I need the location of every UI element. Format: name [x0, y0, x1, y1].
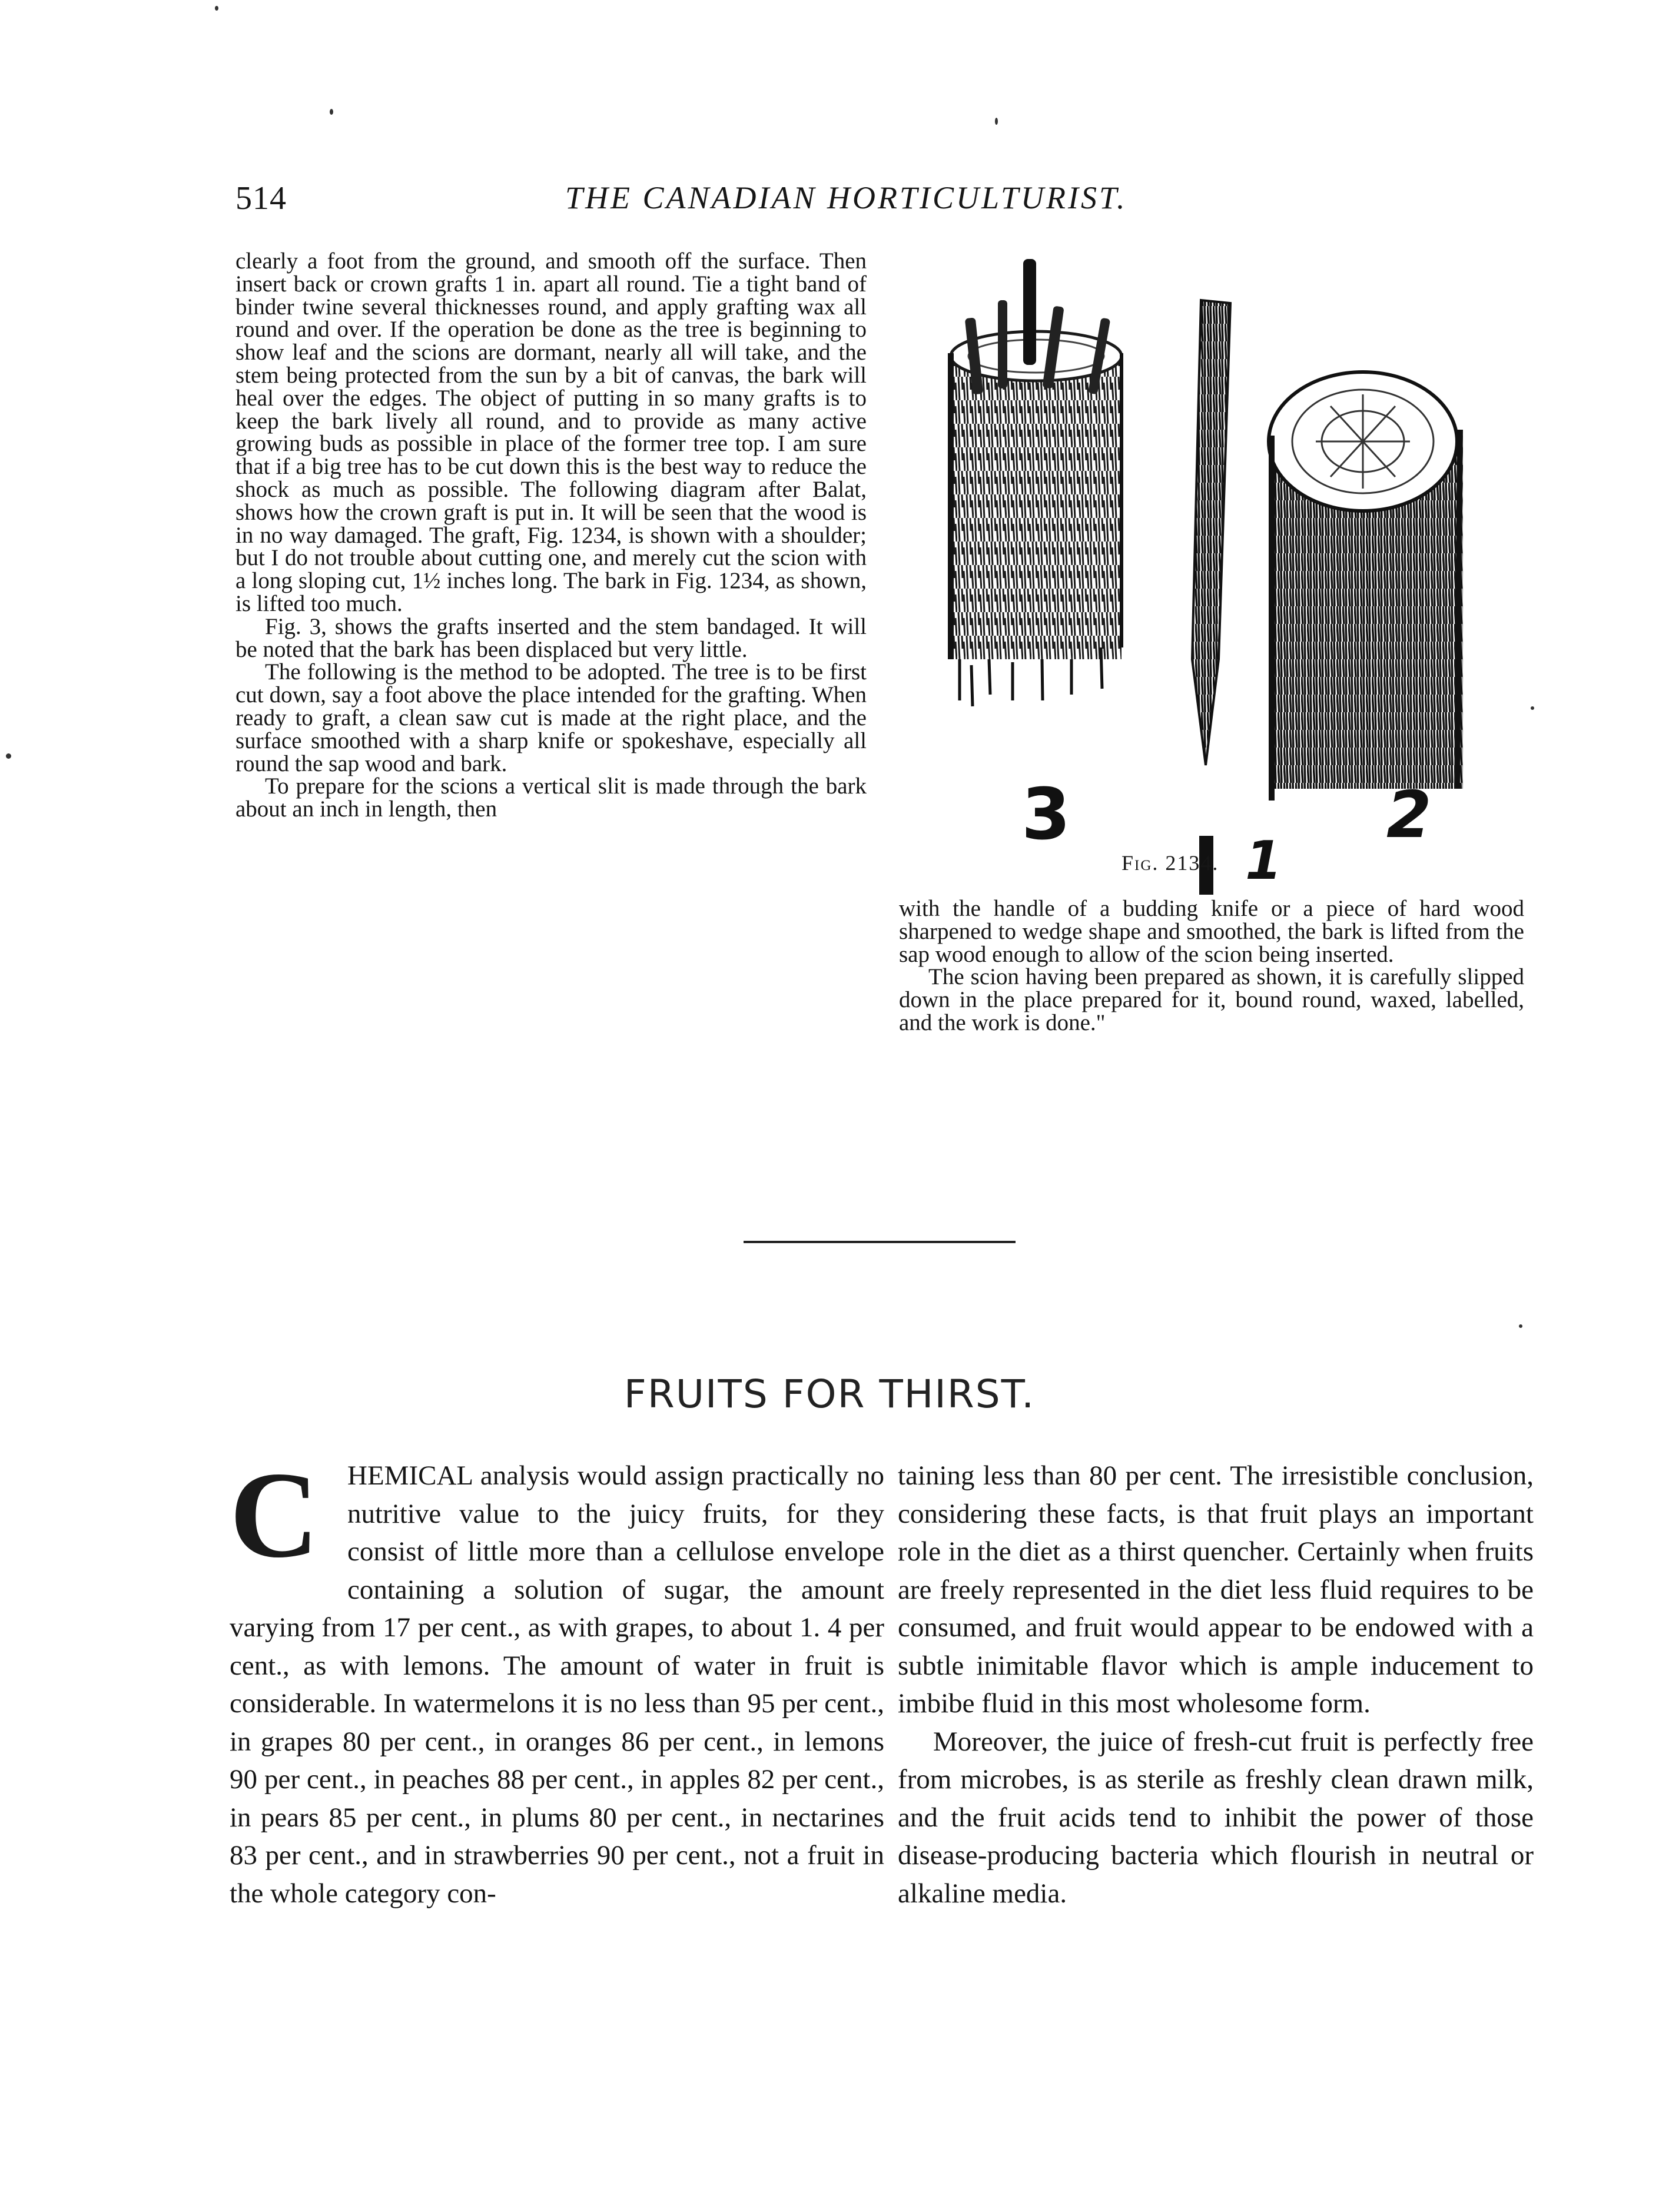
scan-speck	[1531, 706, 1534, 710]
article-right-column	[898, 1457, 1534, 1912]
paragraph: The following is the method to be adopted. The tree is to be first cut down, say a foot above the place intended for the grafting. When ready to graft, a clean saw cut is made at the right place, and the surface smoothed with a sharp knife or spokeshave, especially all round the sap wood and bark.	[235, 659, 867, 776]
figure-label-1: 1	[1245, 830, 1282, 892]
article-left-column	[230, 1447, 884, 1912]
paragraph: with the handle of a budding knife or a piece of hard wood sharpened to wedge shape and smoothed, the bark is lifted from the sap wood enough to allow of the scion being inserted.	[899, 896, 1524, 967]
scan-speck	[215, 6, 218, 11]
stump-cut-surface	[1269, 372, 1463, 801]
scan-speck	[995, 118, 998, 125]
scan-speck	[6, 753, 11, 759]
paragraph: clearly a foot from the ground, and smooth off the surface. Then insert back or crown grafts 1 in. apart all round. Tie a tight band of binder twine several thicknesses round, and apply grafting wax all round and over. If the operation be done as the tree is beginning to show leaf and the scions are dormant, nearly all will take, and the stem being protected from the sun by a bit of canvas, the bark will heal over the edges. The object of putting in so many grafts is to keep the bark lively all round, and to provide as many active growing buds as possible in place of the former tree top. I am sure that if a big tree has to be cut down this is the best way to reduce the shock as much as possible. The following diagram after Balat, shows how the crown graft is put in. It will be seen that the wood is in no way damaged. The graft, Fig. 1234, is shown with a shoulder; but I do not trouble about cutting one, and merely cut the scion with a long sloping cut, 1½ inches long. The bark in Fig. 1234, as shown, is lifted too much.	[235, 248, 867, 616]
scan-speck	[330, 109, 333, 115]
article-title: FRUITS FOR THIRST.	[623, 1371, 1036, 1417]
top-left-column	[235, 250, 867, 821]
paragraph: To prepare for the scions a vertical slit is made through the bark about an inch in length, then	[235, 773, 867, 822]
scan-speck	[1519, 1324, 1522, 1328]
grafting-figure	[924, 235, 1513, 895]
running-title: THE CANADIAN HORTICULTURIST.	[565, 180, 1127, 215]
drop-cap	[230, 1447, 341, 1583]
paragraph: The scion having been prepared as shown, it is carefully slipped down in the place prepared for it, bound round, waxed, labelled, and the work is done."	[899, 964, 1524, 1035]
scion	[1192, 300, 1230, 895]
page-number: 514	[235, 180, 287, 217]
page-header	[235, 180, 1230, 227]
figure-label-3: 3	[1021, 774, 1071, 856]
paragraph: Fig. 3, shows the grafts inserted and the stem bandaged. It will be noted that the bark has been displaced but very little.	[235, 613, 867, 662]
drop-cap-letter: C	[230, 1447, 319, 1583]
paragraph: taining less than 80 per cent. The irresistible conclusion, considering these facts, is that fruit plays an important role in the diet as a thirst quencher. Certainly when fruits are freely represented in the diet less fluid requires to be consumed, and fruit would appear to be endowed with a subtle inimitable flavor which is ample inducement to imbibe fluid in this most wholesome form.	[898, 1460, 1534, 1719]
paragraph: HEMICAL analysis would assign practically no nutritive value to the juicy fruits, for they consist of little more than a cellulose envelope containing a solution of sugar, the amount varying from 17 per cent., as with grapes, to about 1. 4 per cent., as with lemons. The amount of water in fruit is considerable. In watermelons it is no less than 95 per cent., in grapes 80 per cent., in oranges 86 per cent., in lemons 90 per cent., in peaches 88 per cent., in apples 82 per cent., in pears 85 per cent., in plums 80 per cent., in nectarines 83 per cent., and in strawberries 90 per cent., not a fruit in the whole category con-	[230, 1460, 884, 1909]
stump-with-grafts	[951, 259, 1122, 706]
figure-label-2: 2	[1386, 777, 1432, 852]
figure-caption: Fig. 2134.	[1122, 851, 1219, 875]
section-divider	[744, 1241, 1016, 1243]
paragraph: Moreover, the juice of fresh-cut fruit is perfectly free from microbes, is as sterile as freshly clean drawn milk, and the fruit acids tend to inhibit the power of those disease-producing bacteria which flourish in neutral or alkaline media.	[898, 1726, 1534, 1909]
top-right-column	[899, 898, 1524, 1035]
